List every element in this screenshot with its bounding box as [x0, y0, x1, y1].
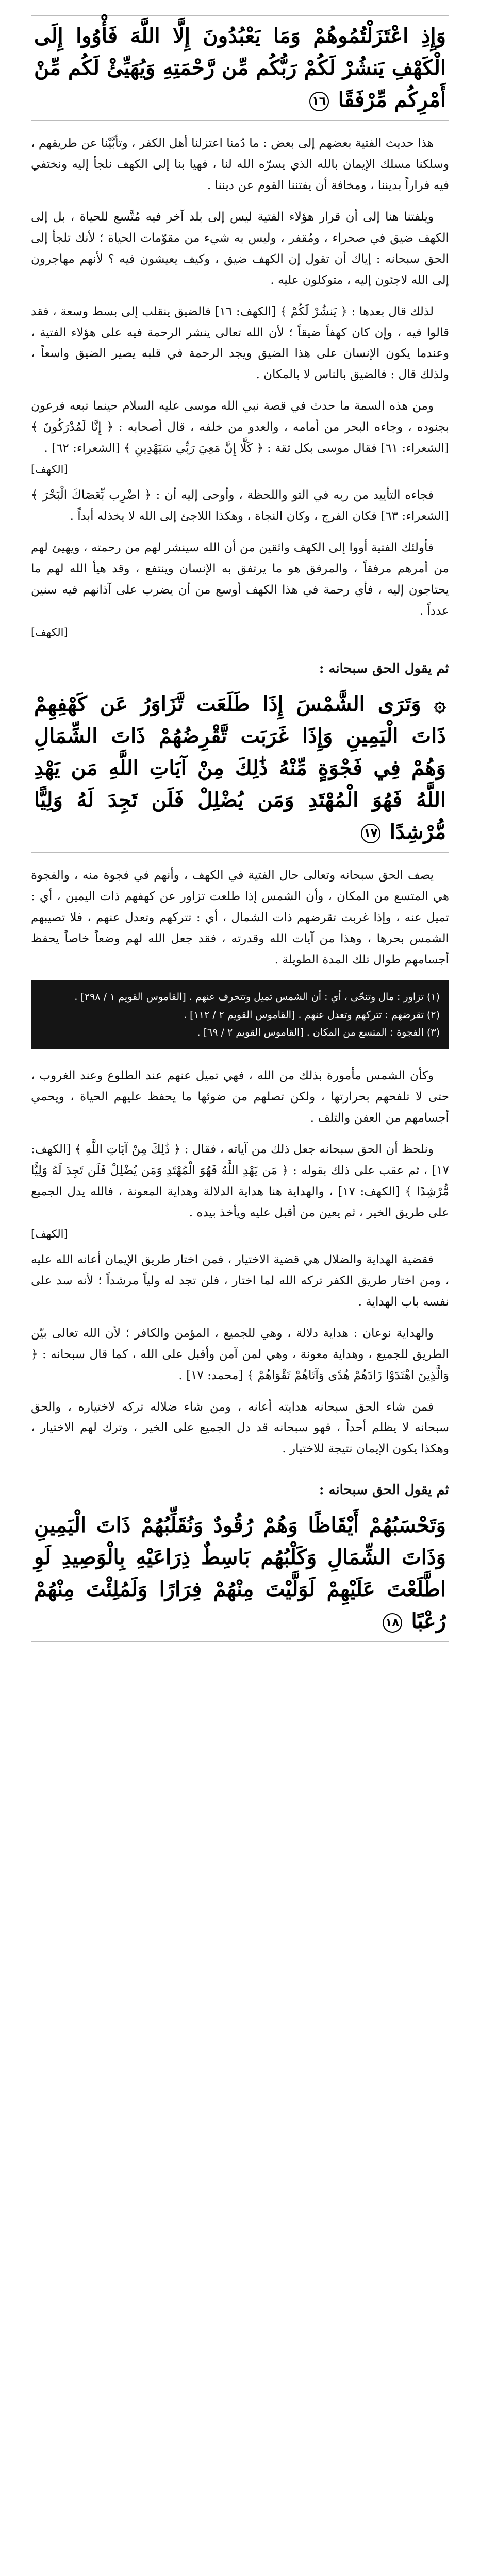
- paragraph: ويلفتنا هنا إلى أن قرار هؤلاء الفتية ليس إلى بلد آخر فيه مُتَّسع للحياة ، بل إلى الكهف ضيق في صحراء ، ومُقفر ، وليس به شيء من مقوّمات الحياة ؛ لأنك تلجأ إلى الحق سبحانه : إياك أن تقول إن الكهف ضيق ، وكيف يعيشون فيه ؟ لأنهم مهاجرون إلى الله لاجئون إليه ، متوكلون عليه .: [31, 210, 449, 287]
- surah-reference: [الكهف]: [31, 625, 68, 638]
- paragraph: فجاءه التأييد من ربه في التو واللحظة ، وأوحى إليه أن : ﴿ اضْرِب بِّعَصَاكَ الْبَحْرَ ﴾ [الشعراء: ٦٣] فكان الفرج ، وكان النجاة ، وهكذا اللاجئ إلى الله لا يخذله أبداً .: [31, 488, 449, 523]
- ayah-number: ١٦: [309, 92, 329, 111]
- quran-verse-bottom: [31, 1505, 449, 1642]
- quran-verse-middle: [31, 684, 449, 853]
- verse-text: وَتَحْسَبُهُمْ أَيْقَاظًا وَهُمْ رُقُودٌ وَنُقَلِّبُهُمْ ذَاتَ الْيَمِينِ وَذَاتَ الشِّمَالِ وَكَلْبُهُم بَاسِطٌ ذِرَاعَيْهِ بِالْوَصِيدِ لَوِ اطَّلَعْتَ عَلَيْهِمْ لَوَلَّيْتَ مِنْهُمْ فِرَارًا وَلَمُلِئْتَ مِنْهُمْ رُعْبًا: [34, 1513, 446, 1634]
- paragraph: فمن شاء الحق سبحانه هدايته أعانه ، ومن شاء ضلاله تركه لاختياره ، والحق سبحانه لا يظلم أحداً ، فهو سبحانه قد دل الجميع على الخير ، وترك لهم الاختيار ، وهكذا يكون الإيمان نتيجة للاختيار .: [31, 1400, 449, 1456]
- surah-reference: [الكهف]: [31, 463, 68, 476]
- surah-reference: [الكهف]: [31, 1227, 68, 1240]
- paragraph: هذا حديث الفتية بعضهم إلى بعض : ما دُمنا اعتزلنا أهل الكفر ، وتأبَّيْنا عن طريقهم ، وسلكنا مسلك الإيمان بالله الذي يسرّه الله لنا ، فهيا بنا إلى الكهف نلجأ إليه ونختفي فيه فراراً بديننا ، ومخافة أن يفتننا القوم عن ديننا .: [31, 137, 449, 192]
- verse-text: ۞ وَتَرَى الشَّمْسَ إِذَا طَلَعَت تَّزَاوَرُ عَن كَهْفِهِمْ ذَاتَ الْيَمِينِ وَإِذَا غَرَبَت تَّقْرِضُهُمْ ذَاتَ الشِّمَالِ وَهُمْ فِي فَجْوَةٍ مِّنْهُ ذَٰلِكَ مِنْ آيَاتِ اللَّهِ مَن يَهْدِ اللَّهُ فَهُوَ الْمُهْتَدِ وَمَن يُضْلِلْ فَلَن تَجِدَ لَهُ وَلِيًّا مُّرْشِدًا: [34, 691, 446, 844]
- paragraph: والهداية نوعان : هداية دلالة ، وهي للجميع ، المؤمن والكافر ؛ لأن الله تعالى بيّن الطريق للجميع ، وهداية معونة ، وهي لمن آمن وأقبل على الله ، كما قال سبحانه : ﴿ وَالَّذِينَ اهْتَدَوْا زَادَهُمْ هُدًى وَآتَاهُمْ تَقْوَاهُمْ ﴾ [محمد: ١٧] .: [31, 1326, 449, 1382]
- paragraph: فقضية الهداية والضلال هي قضية الاختيار ، فمن اختار طريق الإيمان أعانه الله عليه ، ومن اختار طريق الكفر تركه الله لما اختار ، فلن تجد له ولياً مرشداً ؛ لأنه سد على نفسه باب الهداية .: [31, 1252, 449, 1309]
- paragraph: يصف الحق سبحانه وتعالى حال الفتية في الكهف ، وأنهم في فجوة منه ، والفجوة هي المتسع من المكان ، وأن الشمس إذا طلعت تزاور عن كهفهم ذات اليمين ، أي : تميل عنه ، وإذا غربت تقرضهم ذات الشمال ، أي : تتركهم وتعدل عنهم ، فلا تصيبهم الشمس بحرها ، وهذا من آيات الله وقدرته ، فقد جعل الله لهم وضعاً خاصاً يحفظ أجسامهم طوال تلك المدة الطويلة .: [31, 868, 449, 967]
- paragraph: لذلك قال بعدها : ﴿ يَنشُرْ لَكُمْ ﴾ [الكهف: ١٦] فالضيق ينقلب إلى بسط وسعة ، فقد قالوا فيه ، وإن كان كهفاً ضيقاً ؛ لأن الله تعالى ينشر الرحمة فيه على هؤلاء الفتية ، وعندما يكون الإنسان على هذا الضيق ويجد الرحمة في قلبه يصير الضيق واسعاً ، ولذلك قال : فالضيق بالناس لا بالمكان .: [31, 304, 449, 382]
- paragraph: ونلحظ أن الحق سبحانه جعل ذلك من آياته ، فقال : ﴿ ذَٰلِكَ مِنْ آيَاتِ اللَّهِ ﴾ [الكهف: ١٧] ، ثم عقب على ذلك بقوله : ﴿ مَن يَهْدِ اللَّهُ فَهُوَ الْمُهْتَدِ وَمَن يُضْلِلْ فَلَن تَجِدَ لَهُ وَلِيًّا مُّرْشِدًا ﴾ [الكهف: ١٧] ، والهداية هنا هداية الدلالة وهداية المعونة ، فالله يدل الجميع على طريق الخير ، ثم يعين من أقبل عليه ويأخذ بيده .: [31, 1143, 450, 1219]
- footnotes-box: [31, 980, 449, 1049]
- paragraph: وكأن الشمس مأمورة بذلك من الله ، فهي تميل عنهم عند الطلوع وعند الغروب ، حتى لا تلفحهم بحرارتها ، ولكن تصلهم من ضوئها ما يحفظ عليهم الحياة ، ويحمي أجسامهم من العفن والتلف .: [31, 1069, 449, 1125]
- ayah-number: ١٧: [361, 824, 380, 843]
- section-intro: ثم يقول الحق سبحانه :: [319, 660, 449, 676]
- paragraph: ومن هذه السمة ما حدث في قصة نبي الله موسى عليه السلام حينما تبعه فرعون بجنوده ، وجاءه البحر من أمامه ، والعدو من خلفه ، قال أصحابه : ﴿ إِنَّا لَمُدْرَكُونَ ﴾ [الشعراء: ٦١] فقال موسى بكل ثقة : ﴿ كَلَّا إِنَّ مَعِيَ رَبِّي سَيَهْدِينِ ﴾ [الشعراء: ٦٢] .: [31, 399, 449, 455]
- quran-verse-top: [31, 15, 449, 121]
- verse-text: وَإِذِ اعْتَزَلْتُمُوهُمْ وَمَا يَعْبُدُونَ إِلَّا اللَّهَ فَأْوُوا إِلَى الْكَهْفِ يَنشُرْ لَكُمْ رَبُّكُم مِّن رَّحْمَتِهِ وَيُهَيِّئْ لَكُم مِّنْ أَمْرِكُم مِّرْفَقًا: [34, 24, 446, 112]
- footnote: (٢) تقرضهم : تتركهم وتعدل عنهم . [القاموس القويم ٢ / ١١٢] .: [184, 1009, 440, 1021]
- ayah-number: ١٨: [383, 1613, 402, 1633]
- section-intro: ثم يقول الحق سبحانه :: [319, 1482, 449, 1498]
- paragraph: فأولئك الفتية أووا إلى الكهف واثقين من أن الله سينشر لهم من رحمته ، ويهيئ لهم من أمرهم مرفقاً ، والمرفق هو ما يرتفق به الإنسان وينتفع ، وقد هيأ الله لهم ما يحتاجون إليه ، فأي رحمة في هذا الكهف أوسع من أن يضرب على آذانهم فيه سنين عدداً .: [31, 541, 449, 618]
- footnote: (١) تزاور : مال وتنحّى ، أي : أن الشمس تميل وتتحرف عنهم . [القاموس القويم ١ / ٢٩٨] .: [74, 991, 440, 1003]
- footnote: (٣) الفجوة : المتسع من المكان . [القاموس القويم ٢ / ٦٩] .: [197, 1027, 440, 1039]
